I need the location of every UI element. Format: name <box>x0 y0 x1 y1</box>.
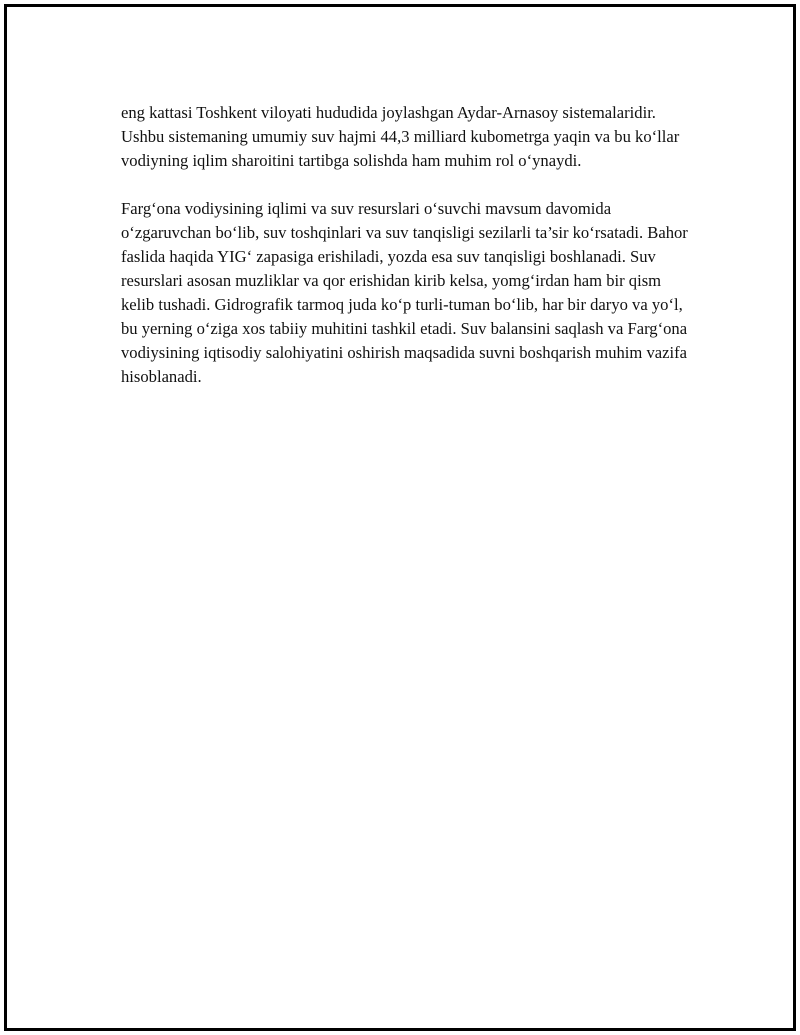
paragraph-2: Farg‘ona vodiysining iqlimi va suv resurslari o‘suvchi mavsum davomida o‘zgaruvchan bo‘lib, suv toshqinlari va suv tanqisligi sezilarli ta’sir ko‘rsatadi. Bahor faslida haqida YIG‘ zapasiga erishiladi, yozda esa suv tanqisligi boshlanadi. Suv resurslari asosan muzliklar va qor erishidan kirib kelsa, yomg‘irdan ham bir qism kelib tushadi. Gidrografik tarmoq juda ko‘p turli-tuman bo‘lib, har bir daryo va yo‘l, bu yerning o‘ziga xos tabiiy muhitini tashkil etadi. Suv balansini saqlash va Farg‘ona vodiysining iqtisodiy salohiyatini oshirish maqsadida suvni boshqarish muhim vazifa hisoblanadi. <box>121 199 688 386</box>
document-body <box>121 101 696 413</box>
paragraph-1: eng kattasi Toshkent viloyati hududida joylashgan Aydar-Arnasoy sistemalaridir. Ushbu sistemaning umumiy suv hajmi 44,3 milliard kubometrga yaqin va bu ko‘llar vodiyning iqlim sharoitini tartibga solishda ham muhim rol o‘ynaydi. <box>121 103 680 170</box>
page-frame <box>4 4 796 1031</box>
